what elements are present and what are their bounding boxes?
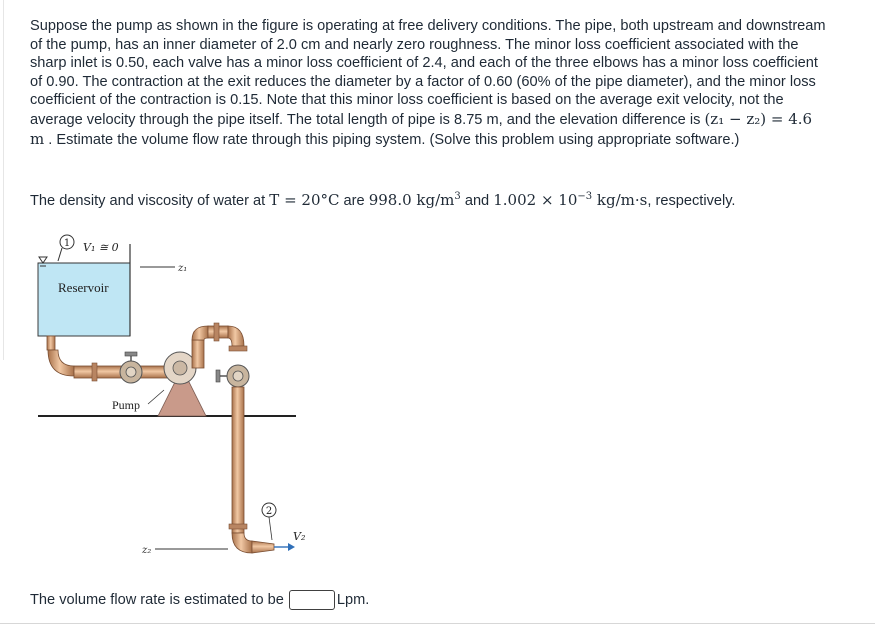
pump-base [158,380,206,416]
left-frame-line [3,0,4,360]
point-1-leader [58,248,62,261]
suction-flange [92,363,97,381]
props-suffix: , respectively. [647,193,736,209]
z1-label: z₁ [178,263,188,274]
point-2-label: 2 [265,506,273,517]
temperature: T = 20°C [269,191,340,209]
inlet-flange [47,336,55,350]
bottom-elbow [232,533,252,553]
elevation-difference: (z₁ − z₂) = 4.6 m [30,109,813,148]
flow-rate-input[interactable] [289,590,335,610]
valve-2-core [233,371,243,381]
down-pipe-flange [229,346,247,351]
reservoir-label: Reservoir [58,280,109,295]
viscosity-unit: kg/m·s [596,191,648,209]
valve-1-handle [125,352,137,356]
props-and: and [464,193,490,209]
problem-statement [30,17,830,149]
problem-text-end: . Estimate the volume flow rate through this piping system. (Solve this problem using appropriate software.) [48,131,740,148]
bottom-frame-line [0,623,875,624]
density-value: 998.0 kg/m [368,191,455,209]
pump-label: Pump [112,398,141,412]
props-prefix: The density and viscosity of water at [30,193,266,209]
density-exponent: 3 [454,191,461,202]
discharge-riser [192,340,204,368]
downcomer-pipe [232,387,244,533]
point-2-leader [269,517,272,540]
problem-text: Suppose the pump as shown in the figure is operating at free delivery conditions. The pipe, both upstream and downstream of the pump, has an inner diameter of 2.0 cm and nearly zero roughness. The minor loss coefficient associated with the sharp inlet is 0.50, each valve has a minor loss coefficient of 2.4, and each of the three elbows has a minor loss coefficient of 0.90. The contraction at the exit reduces the diameter by a factor of 0.60 (60% of the pipe diameter), and the minor loss coefficient of the contraction is 0.15. Note that this minor loss coefficient is based on the average exit velocity, not the average velocity through the pipe itself. The total length of pipe is 8.75 m, and the elevation difference is [30,18,826,128]
answer-prefix: The volume flow rate is estimated to be [30,592,284,608]
viscosity-exponent: −3 [577,191,593,202]
density [369,191,461,209]
valve-2-handle [216,370,220,382]
pump-leader [148,390,164,404]
valve-1-core [126,367,136,377]
viscosity-mantissa: 1.002 × 10 [493,191,578,209]
free-surface-icon [39,257,47,263]
v2-label: V₂ [293,530,306,543]
exit-contraction [252,541,274,553]
upper-elbow-2 [228,326,244,346]
water-properties [30,190,850,211]
exit-velocity-arrowhead [288,543,295,551]
upper-top-flange [214,323,219,341]
upper-elbow-1 [192,326,208,340]
pump-hub [173,361,187,375]
props-are: are [343,193,365,209]
answer-row [30,590,369,610]
downcomer-flange [229,524,247,529]
viscosity [493,191,647,209]
pump-system-figure [30,228,310,573]
z2-label: z₂ [142,545,152,556]
answer-unit: Lpm. [336,592,370,608]
reservoir-water [38,263,130,336]
v1-label: V₁ ≅ 0 [83,241,119,254]
point-1-label: 1 [63,238,71,249]
inlet-elbow [48,350,74,376]
